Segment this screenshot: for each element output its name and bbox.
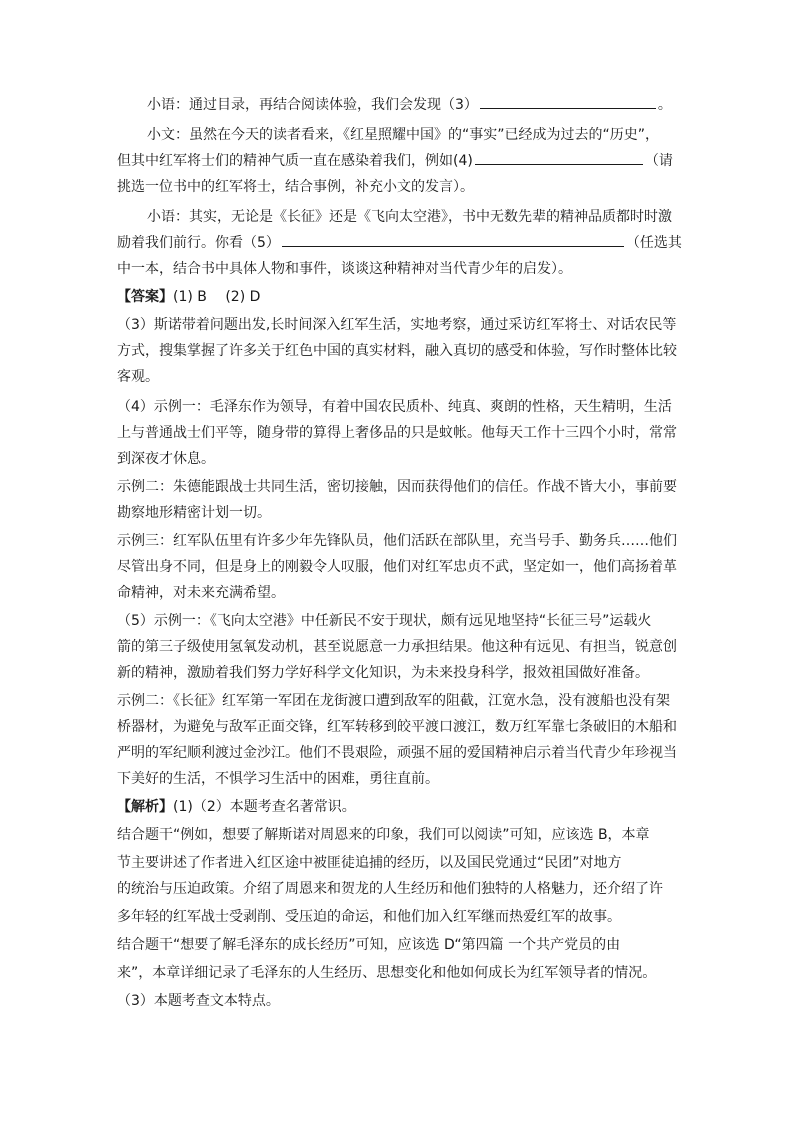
answer-text: 命精神，对未来充满希望。 — [117, 585, 285, 601]
answer-4-line — [117, 580, 697, 606]
answer-text: （3）斯诺带着问题出发,长时间深入红军生活，实地考察，通过采访红军将士、对话农民等 — [117, 317, 677, 333]
dialogue-line-xiaowen-3 — [117, 174, 697, 200]
answer-text: （5）示例一：《飞向太空港》中任新民不安于现状，颇有远见地坚持“长征三号”运载火 — [117, 613, 652, 629]
answer-text: 新的精神，激励着我们努力学好科学文化知识，为未来投身科学，报效祖国做好准备。 — [117, 665, 649, 681]
answer-3-line — [117, 338, 697, 364]
answer-text: 到深夜才休息。 — [117, 451, 215, 467]
answer-1-2: (1) B (2) D — [173, 289, 261, 305]
dialogue-text: 但其中红军将士们的精神气质一直在感染着我们，例如(4) — [117, 153, 473, 169]
answer-text: 上与普通战士们平等，随身带的算得上奢侈品的只是蚊帐。他每天工作十三四个小时，常常 — [117, 425, 677, 441]
dialogue-line-xiaoyu-5-3 — [117, 256, 697, 282]
dialogue-text: 。 — [657, 97, 672, 113]
analysis-text: (1)（2）本题考查名著常识。 — [173, 799, 356, 815]
dialogue-text: 励着我们前行。你看（5） — [117, 235, 280, 251]
dialogue-line-xiaoyu-5-2 — [117, 230, 697, 256]
answer-5-line — [117, 608, 697, 634]
analysis-text: 来”，本章详细记录了毛泽东的人生经历、思想变化和他如何成长为红军领导者的情况。 — [117, 965, 657, 981]
answer-text: 示例二：《长征》红军第一军团在龙街渡口遭到敌军的阻截，江宽水急，没有渡船也没有架 — [117, 693, 670, 709]
answer-5-line — [117, 766, 697, 792]
answer-text: 示例二：朱德能跟战士共同生活，密切接触，因而获得他们的信任。作战不皆大小，事前要 — [117, 479, 677, 495]
answer-4-line — [117, 500, 697, 526]
answer-text: 方式，搜集掌握了许多关于红色中国的真实材料，融入真切的感受和体验，写作时整体比较 — [117, 343, 677, 359]
answer-text: 示例三：红军队伍里有许多少年先锋队员，他们活跃在部队里，充当号手、勤务兵……他们 — [117, 533, 677, 549]
answer-blank-4 — [475, 148, 643, 165]
answer-text: 尽管出身不同，但是身上的刚毅令人叹服，他们对红军忠贞不武，坚定如一，他们高扬着革 — [117, 559, 677, 575]
analysis-header — [117, 794, 697, 820]
dialogue-text: 中一本，结合书中具体人物和事件，谈谈这种精神对当代青少年的启发）。 — [117, 261, 572, 277]
dialogue-line-xiaoyu-3 — [147, 92, 727, 118]
answer-header — [117, 284, 697, 310]
dialogue-text: 挑选一位书中的红军将士，结合事例，补充小文的发言）。 — [117, 179, 474, 195]
answer-text: 严明的军纪顺利渡过金沙江。他们不畏艰险，顽强不屈的爱国精神启示着当代青少年珍视当 — [117, 745, 677, 761]
dialogue-line-xiaowen-2 — [117, 148, 697, 174]
analysis-line — [117, 850, 697, 876]
analysis-text: 的统治与压迫政策。介绍了周恩来和贺龙的人生经历和他们独特的人格魅力，还介绍了许 — [117, 881, 663, 897]
answer-4-line — [117, 528, 697, 554]
analysis-line — [117, 876, 697, 902]
analysis-line — [117, 960, 697, 986]
answer-5-line — [117, 660, 697, 686]
answer-text: 下美好的生活，不惧学习生活中的困难，勇往直前。 — [117, 771, 439, 787]
answer-text: 客观。 — [117, 369, 159, 385]
dialogue-text: 小语：通过目录，再结合阅读体验，我们会发现（3） — [147, 97, 478, 113]
answer-5-line — [117, 688, 697, 714]
answer-tag: 【答案】 — [117, 289, 173, 305]
analysis-text: （3）本题考查文本特点。 — [117, 993, 280, 1009]
analysis-text: 节主要讲述了作者进入红区途中被匪徒追捕的经历，以及国民党通过“民团”对地方 — [117, 855, 622, 871]
answer-text: （4）示例一：毛泽东作为领导，有着中国农民质朴、纯真、爽朗的性格，天生精明，生活 — [117, 399, 672, 415]
answer-text: 勘察地形精密计划一切。 — [117, 505, 271, 521]
analysis-tag: 【解析】 — [117, 799, 173, 815]
answer-5-line — [117, 714, 697, 740]
answer-4-line — [117, 474, 697, 500]
answer-4-line — [117, 394, 697, 420]
dialogue-text: 小文：虽然在今天的读者看来，《红星照耀中国》的“事实”已经成为过去的“历史”， — [147, 127, 660, 143]
analysis-line — [117, 988, 697, 1014]
dialogue-line-xiaowen-1 — [147, 122, 727, 148]
analysis-text: 结合题干“想要了解毛泽东的成长经历”可知，应该选 D“第四篇 一个共产党员的由 — [117, 937, 621, 953]
answer-4-line — [117, 446, 697, 472]
analysis-line — [117, 822, 697, 848]
analysis-line — [117, 932, 697, 958]
answer-4-line — [117, 554, 697, 580]
answer-text: 桥器材，为避免与敌军正面交锋，红军转移到皎平渡口渡江，数万红军靠七条破旧的木船和 — [117, 719, 677, 735]
answer-blank-5 — [282, 230, 624, 247]
dialogue-text: （任选其 — [625, 235, 682, 251]
answer-text: 箭的第三子级使用氢氧发动机，甚至说愿意一力承担结果。他这种有远见、有担当，锐意创 — [117, 639, 677, 655]
analysis-text: 结合题干“例如，想要了解斯诺对周恩来的印象，我们可以阅读”可知，应该选 B，本章 — [117, 827, 650, 843]
answer-4-line — [117, 420, 697, 446]
analysis-text: 多年轻的红军战士受剥削、受压迫的命运，和他们加入红军继而热爱红军的故事。 — [117, 909, 621, 925]
dialogue-line-xiaoyu-5-1 — [147, 204, 727, 230]
analysis-line — [117, 904, 697, 930]
answer-3-line — [117, 312, 697, 338]
answer-5-line — [117, 740, 697, 766]
dialogue-text: （请 — [644, 153, 673, 169]
answer-5-line — [117, 634, 697, 660]
dialogue-text: 小语：其实，无论是《长征》还是《飞向太空港》，书中无数先辈的精神品质都时时激 — [147, 209, 672, 225]
answer-3-line — [117, 364, 697, 390]
answer-blank-3 — [480, 92, 656, 109]
